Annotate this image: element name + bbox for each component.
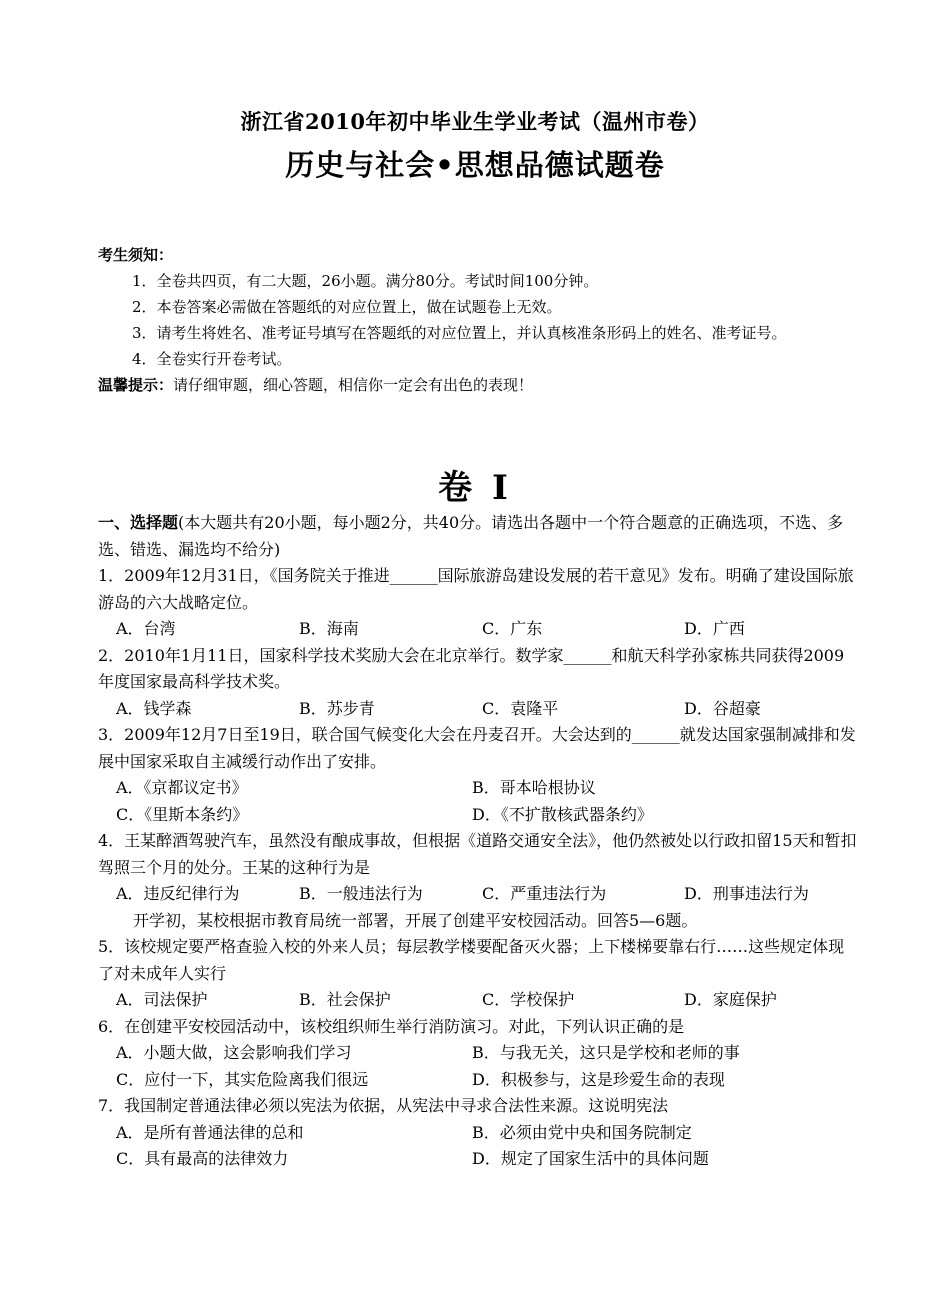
tip-label: 温馨提示：: [98, 376, 174, 394]
option-a: A．《京都议定书》: [116, 778, 248, 797]
option-c: C．应付一下，其实危险离我们很远: [116, 1069, 369, 1089]
question-3-stem: 3．2009年12月7日至19日，联合国气候变化大会在丹麦召开。大会达到的______就发达国家强制减排和发展中国家采取自主减缓行动作出了安排。: [98, 725, 856, 771]
option-a: A．司法保护: [116, 990, 208, 1009]
question-3-options-row1: [98, 775, 858, 802]
question-4-stem: 4．王某醉酒驾驶汽车，虽然没有酿成事故，但根据《道路交通安全法》，他仍然被处以行政扣留15天和暂扣驾照三个月的处分。王某的这种行为是: [98, 831, 857, 877]
option-d: D．《不扩散核武器条约》: [472, 804, 653, 824]
questions-section: [98, 510, 858, 1173]
option-c: C．袁隆平: [482, 698, 559, 718]
notes-item: 1．全卷共四页，有二大题，26小题。满分80分。考试时间100分钟。: [132, 272, 599, 290]
option-a: A．钱学森: [116, 698, 192, 718]
option-b: B．海南: [299, 619, 359, 638]
option-d: D．刑事违法行为: [684, 884, 809, 903]
warm-tip: [98, 372, 858, 398]
option-c: C．广东: [482, 619, 543, 638]
exam-subject-title: 历史与社会•思想品德试题卷: [285, 148, 665, 182]
option-d: D．规定了国家生活中的具体问题: [472, 1149, 709, 1168]
question-1-stem: 1．2009年12月31日，《国务院关于推进______国际旅游岛建设发展的若干意见》发布。明确了建设国际旅游岛的六大战略定位。: [98, 566, 854, 612]
question-7-stem: 7．我国制定普通法律必须以宪法为依据，从宪法中寻求合法性来源。这说明宪法: [98, 1096, 669, 1115]
option-a: A．小题大做，这会影响我们学习: [116, 1043, 352, 1062]
option-a: A．台湾: [116, 619, 176, 638]
volume-heading: 卷 I: [438, 468, 512, 508]
notes-item: 4．全卷实行开卷考试。: [132, 350, 292, 368]
option-c: C．《里斯本条约》: [116, 804, 249, 824]
candidate-notes: [98, 242, 858, 398]
question-2-stem: 2．2010年1月11日，国家科学技术奖励大会在北京举行。数学家______和航天科学孙家栋共同获得2009年度国家最高科学技术奖。: [98, 645, 845, 691]
tip-text: 请仔细审题，细心答题，相信你一定会有出色的表现！: [173, 376, 534, 394]
question-1-options: [98, 616, 858, 643]
option-c: C．学校保护: [482, 990, 575, 1009]
option-a: A．是所有普通法律的总和: [116, 1122, 304, 1142]
question-2-options: [98, 696, 858, 723]
option-b: B．必须由党中央和国务院制定: [472, 1122, 692, 1142]
notes-heading: 考生须知：: [98, 246, 174, 264]
question-6-options-row2: [98, 1067, 858, 1094]
option-b: B．社会保护: [299, 990, 391, 1009]
option-c: C．具有最高的法律效力: [116, 1149, 289, 1168]
section-header: [98, 510, 858, 563]
option-c: C．严重违法行为: [482, 884, 607, 903]
questions-5-6-intro: 开学初，某校根据市教育局统一部署，开展了创建平安校园活动。回答5—6题。: [133, 910, 698, 930]
option-b: B．与我无关，这只是学校和老师的事: [472, 1043, 740, 1062]
question-6-options-row1: [98, 1040, 858, 1067]
question-5-stem: 5．该校规定要严格查验入校的外来人员；每层教学楼要配备灭火器；上下楼梯要靠右行……这些规定体现了对未成年人实行: [98, 937, 845, 983]
option-d: D．家庭保护: [684, 990, 777, 1009]
question-7-options-row2: [98, 1146, 858, 1173]
notes-item: 2．本卷答案必需做在答题纸的对应位置上，做在试题卷上无效。: [132, 298, 562, 316]
option-a: A．违反纪律行为: [116, 884, 240, 903]
option-d: D．广西: [684, 619, 745, 638]
question-6-stem: 6．在创建平安校园活动中，该校组织师生举行消防演习。对此，下列认识正确的是: [98, 1016, 685, 1036]
notes-item: 3．请考生将姓名、准考证号填写在答题纸的对应位置上，并认真核准条形码上的姓名、准考证号。: [132, 324, 787, 342]
exam-title: 浙江省2010年初中毕业生学业考试（温州市卷）: [240, 109, 710, 134]
section-title: 一、选择题: [98, 513, 179, 532]
question-7-options-row1: [98, 1120, 858, 1147]
option-b: B．一般违法行为: [299, 884, 423, 903]
option-d: D．积极参与，这是珍爱生命的表现: [472, 1069, 725, 1089]
option-d: D．谷超豪: [684, 698, 761, 718]
question-3-options-row2: [98, 802, 858, 829]
option-b: B．哥本哈根协议: [472, 778, 596, 797]
question-4-options: [98, 881, 858, 908]
option-b: B．苏步青: [299, 698, 375, 718]
question-5-options: [98, 987, 858, 1014]
section-description: (本大题共有20小题，每小题2分，共40分。请选出各题中一个符合题意的正确选项，不选、多选、错选、漏选均不给分): [98, 513, 844, 559]
